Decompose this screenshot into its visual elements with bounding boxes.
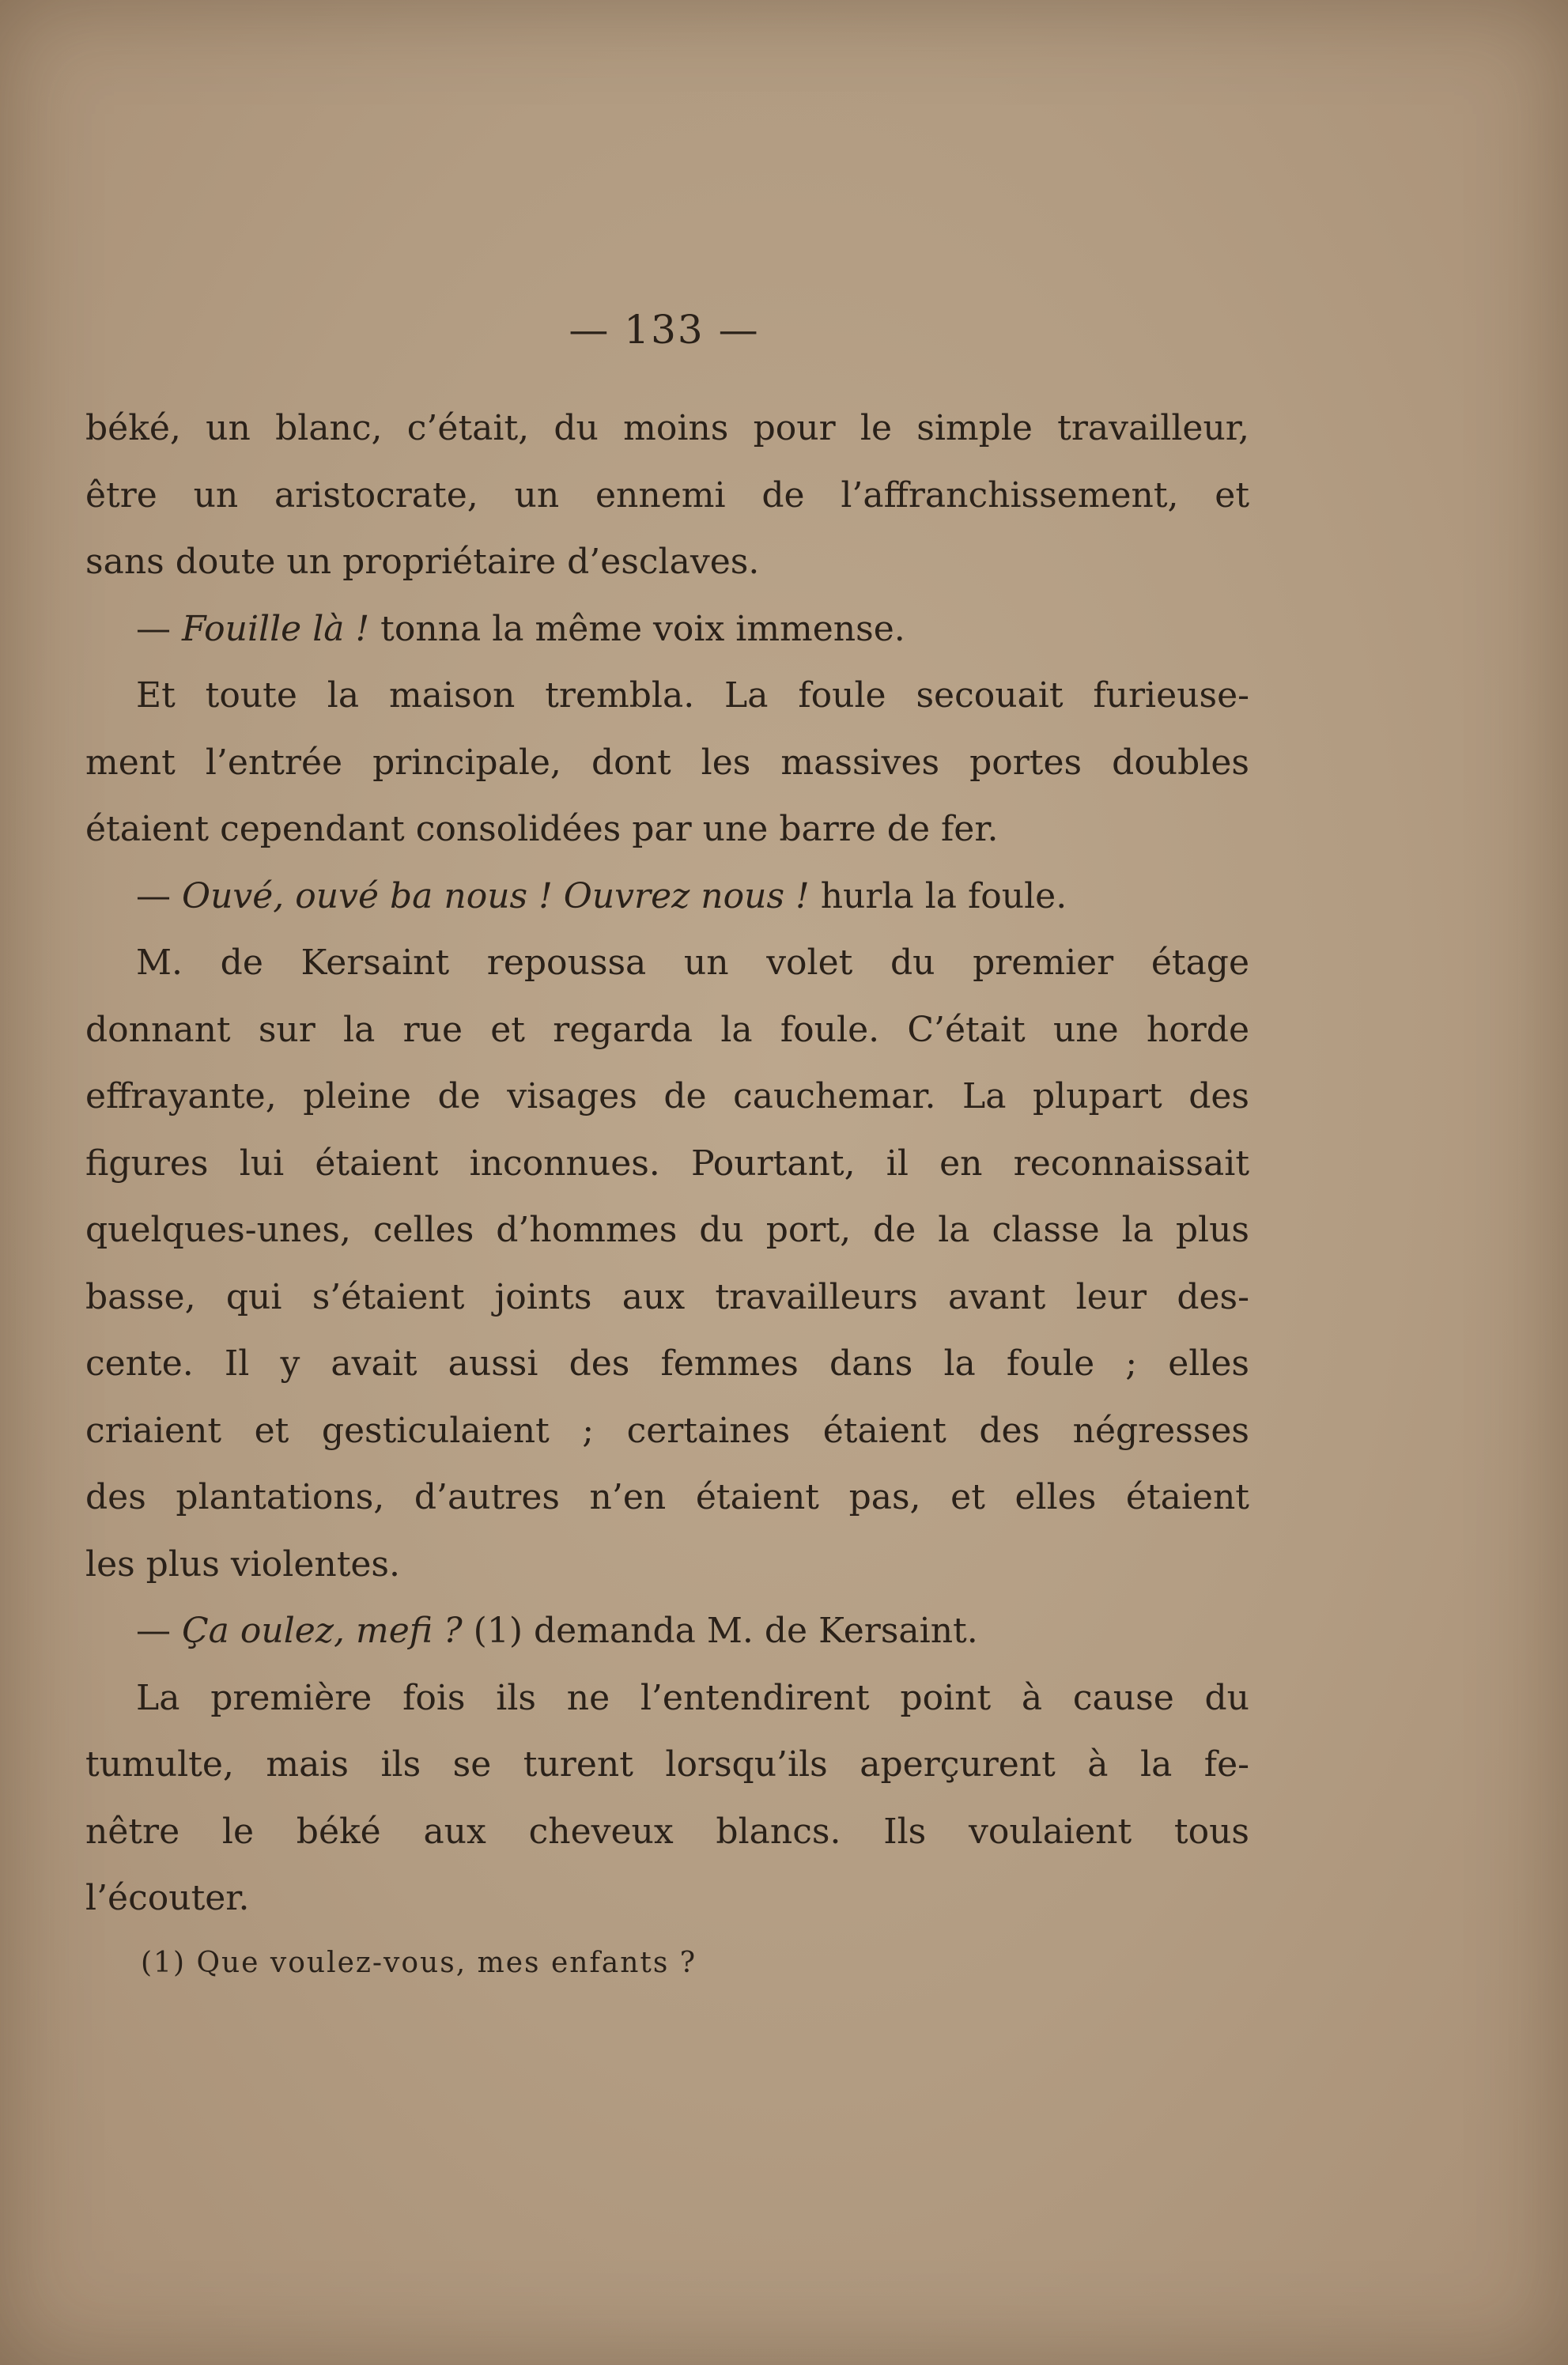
body-text: [85, 395, 1249, 1932]
text-line: M. de Kersaint repoussa un volet du premier étage: [136, 943, 1249, 983]
text-line: donnant sur la rue et regarda la foule. C’était une horde: [85, 1009, 1249, 1050]
text-line: quelques-unes, celles d’hommes du port, de la classe la plus: [85, 1210, 1249, 1250]
text-line: nêtre le béké aux cheveux blancs. Ils voulaient tous: [85, 1811, 1249, 1852]
text-line: les plus violentes.: [85, 1543, 400, 1585]
text-line: cente. Il y avait aussi des femmes dans la foule ; elles: [85, 1343, 1249, 1384]
dialogue-line: — Ça oulez, mefi ? (1) demanda M. de Kersaint.: [136, 1611, 978, 1651]
text-line: effrayante, pleine de visages de cauchemar. La plupart des: [85, 1076, 1249, 1116]
dialogue-line: — Ouvé, ouvé ba nous ! Ouvrez nous ! hurla la foule.: [136, 875, 1067, 916]
text-line: l’écouter.: [85, 1878, 250, 1918]
text-line: La première fois ils ne l’entendirent point à cause du: [136, 1677, 1249, 1718]
text-line: sans doute un propriétaire d’esclaves.: [85, 542, 760, 582]
text-line: basse, qui s’étaient joints aux travailleurs avant leur des-: [85, 1276, 1249, 1317]
text-line: tumulte, mais ils se turent lorsqu’ils aperçurent à la fe-: [85, 1744, 1249, 1785]
text-line: criaient et gesticulaient ; certaines étaient des négresses: [85, 1410, 1249, 1451]
footnote: (1) Que voulez-vous, mes enfants ?: [141, 1947, 697, 1979]
text-line: être un aristocrate, un ennemi de l’affranchissement, et: [85, 474, 1249, 516]
text-line: Et toute la maison trembla. La foule secouait furieuse-: [136, 675, 1249, 716]
text-line: étaient cependant consolidées par une barre de fer.: [85, 809, 999, 849]
text-line: ment l’entrée principale, dont les massives portes doubles: [85, 742, 1249, 783]
text-line: des plantations, d’autres n’en étaient pas, et elles étaient: [85, 1477, 1249, 1517]
text-line: figures lui étaient inconnues. Pourtant, il en reconnaissait: [85, 1143, 1249, 1184]
text-line: béké, un blanc, c’était, du moins pour le simple travailleur,: [85, 408, 1249, 448]
dialogue-line: — Fouille là ! tonna la même voix immense.: [136, 608, 905, 649]
page-number: — 133 —: [569, 307, 760, 353]
